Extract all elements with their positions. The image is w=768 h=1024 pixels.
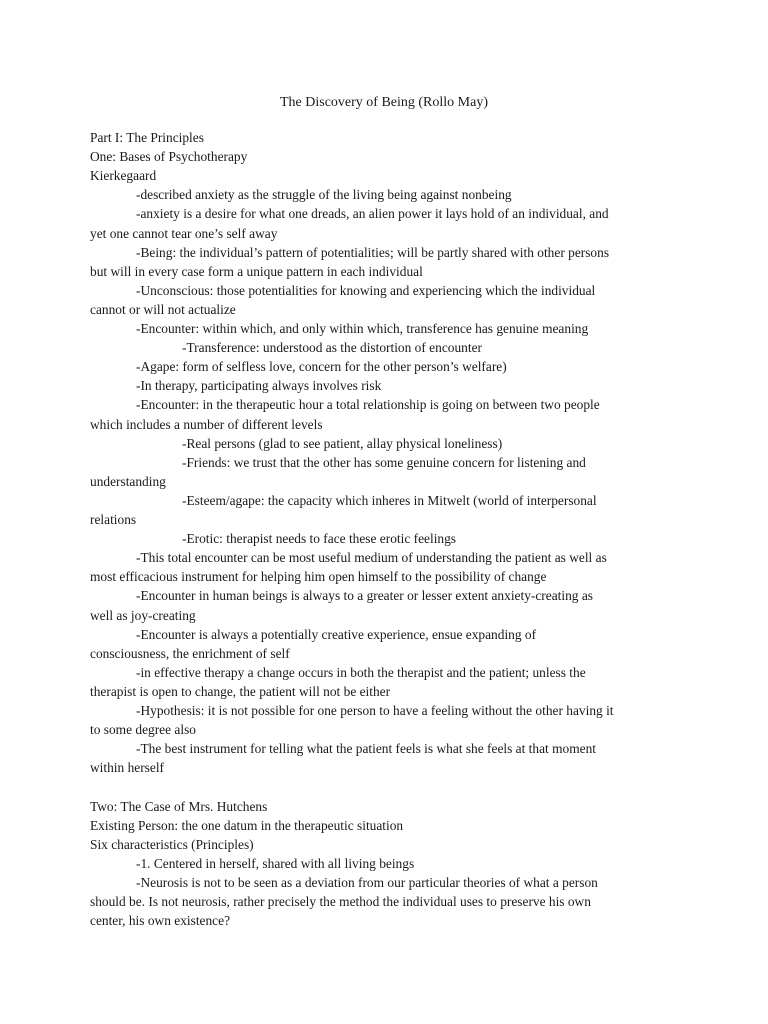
- text-line: but will in every case form a unique pattern in each individual: [90, 263, 423, 279]
- text-line: relations: [90, 512, 137, 527]
- text-line: One: Bases of Psychotherapy: [90, 149, 248, 165]
- text-line: -Being: the individual’s pattern of potentialities; will be partly shared with other persons: [136, 244, 610, 260]
- text-line: -Encounter: within which, and only within which, transference has genuine meaning: [136, 321, 589, 336]
- text-line: -Hypothesis: it is not possible for one person to have a feeling without the other having it: [136, 703, 614, 718]
- text-line: -Real persons (glad to see patient, allay physical loneliness): [182, 435, 503, 451]
- text-line: -This total encounter can be most useful medium of understanding the patient as well as: [136, 550, 607, 566]
- text-line: -Encounter in human beings is always to a greater or lesser extent anxiety-creating as: [136, 588, 593, 604]
- text-line: most efficacious instrument for helping him open himself to the possibility of change: [90, 569, 547, 585]
- text-line: -Transference: understood as the distortion of encounter: [182, 340, 482, 356]
- text-line: -In therapy, participating always involves risk: [136, 378, 382, 394]
- text-line: -described anxiety as the struggle of the living being against nonbeing: [136, 187, 512, 203]
- document-title: The Discovery of Being (Rollo May): [279, 95, 488, 110]
- text-line: yet one cannot tear one’s self away: [90, 225, 278, 241]
- text-line: -The best instrument for telling what the patient feels is what she feels at that moment: [136, 741, 596, 757]
- text-line: -Friends: we trust that the other has some genuine concern for listening and: [182, 454, 586, 470]
- text-line: consciousness, the enrichment of self: [90, 645, 290, 661]
- text-line: should be. Is not neurosis, rather precisely the method the individual uses to preserve his own: [90, 894, 591, 909]
- text-line: -Encounter is always a potentially creative experience, ensue expanding of: [136, 626, 537, 642]
- text-line: -Erotic: therapist needs to face these erotic feelings: [182, 531, 457, 547]
- text-line: center, his own existence?: [90, 913, 231, 929]
- text-line: within herself: [90, 760, 165, 776]
- text-line: -Encounter: in the therapeutic hour a total relationship is going on between two people: [136, 397, 600, 413]
- text-line: understanding: [90, 473, 166, 489]
- text-line: well as joy-creating: [90, 607, 196, 623]
- text-line: Six characteristics (Principles): [90, 836, 254, 852]
- text-line: -Esteem/agape: the capacity which inheres in Mitwelt (world of interpersonal: [182, 492, 597, 508]
- text-line: Existing Person: the one datum in the therapeutic situation: [90, 817, 404, 833]
- text-line: therapist is open to change, the patient will not be either: [90, 683, 391, 699]
- text-line: to some degree also: [90, 722, 196, 738]
- text-line: Part I: The Principles: [90, 130, 204, 145]
- text-line: -Unconscious: those potentialities for knowing and experiencing which the individual: [136, 282, 596, 298]
- text-line: -Agape: form of selfless love, concern for the other person’s welfare): [136, 359, 507, 375]
- text-line: -Neurosis is not to be seen as a deviation from our particular theories of what a person: [136, 874, 598, 890]
- text-line: -anxiety is a desire for what one dreads, an alien power it lays hold of an individual, and: [136, 206, 609, 222]
- text-line: -in effective therapy a change occurs in both the therapist and the patient; unless the: [136, 664, 586, 680]
- text-line: Two: The Case of Mrs. Hutchens: [90, 798, 268, 814]
- text-line: Kierkegaard: [90, 168, 157, 184]
- text-line: which includes a number of different levels: [90, 416, 323, 432]
- text-line: -1. Centered in herself, shared with all living beings: [136, 855, 415, 871]
- text-line: cannot or will not actualize: [90, 301, 236, 317]
